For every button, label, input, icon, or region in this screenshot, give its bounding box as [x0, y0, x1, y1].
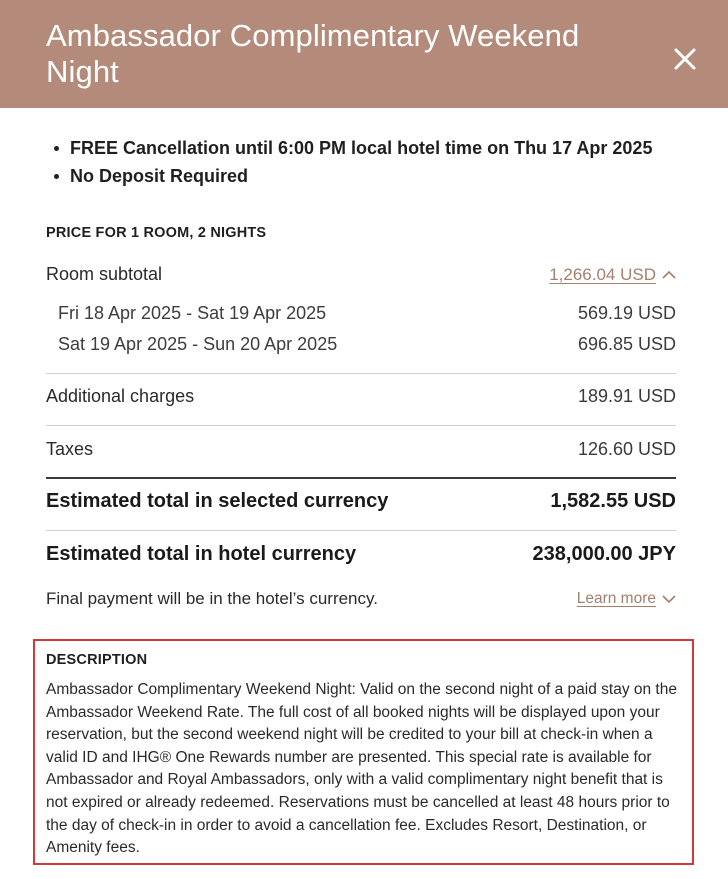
policy-list [46, 134, 686, 190]
additional-charges-label: Additional charges [46, 386, 195, 406]
night-dates: Sat 19 Apr 2025 - Sun 20 Apr 2025 [58, 334, 338, 354]
policy-item-cancellation: FREE Cancellation until 6:00 PM local hotel time on Thu 17 Apr 2025 [46, 134, 686, 162]
room-subtotal-label: Room subtotal [46, 264, 163, 284]
price-heading: PRICE FOR 1 ROOM, 2 NIGHTS [46, 225, 267, 241]
total-hotel-currency-row [46, 543, 676, 566]
night-row [58, 303, 676, 324]
night-price: 569.19 USD [577, 303, 676, 323]
night-dates: Fri 18 Apr 2025 - Sat 19 Apr 2025 [58, 303, 327, 323]
divider [46, 425, 676, 426]
payment-note: Final payment will be in the hotel’s currency. [46, 589, 378, 608]
additional-charges-value: 189.91 USD [577, 386, 676, 406]
description-text: Ambassador Complimentary Weekend Night: Valid on the second night of a paid stay on the Ambassador Weekend Rate. The full cost of all booked nights will be displayed upon your reservation, but the second weekend night will be credited to your bill at check-in when a valid ID and IHG® One Rewards number are presented. This special rate is available for Ambassador and Royal Ambassadors, only with a valid complimentary night benefit that is not expired or already redeemed. Reservations must be cancelled at least 48 hours prior to the day of check-in in order to avoid a cancellation fee. Excludes Resort, Destination, or Amenity fees. [46, 681, 677, 857]
modal-title: Ambassador Complimentary Weekend Night [46, 18, 580, 89]
total-divider [46, 477, 676, 479]
taxes-label: Taxes [46, 439, 94, 459]
close-button[interactable] [670, 44, 700, 74]
taxes-value: 126.60 USD [577, 439, 676, 459]
policy-item-deposit: No Deposit Required [46, 162, 686, 190]
learn-more-link[interactable] [577, 590, 676, 608]
chevron-down-icon [662, 594, 676, 604]
chevron-up-icon [662, 270, 676, 280]
room-subtotal-toggle[interactable] [549, 265, 676, 285]
total-hotel-currency-value: 238,000.00 JPY [532, 543, 676, 565]
night-row [58, 334, 676, 355]
room-subtotal-row [46, 264, 676, 285]
divider [46, 530, 676, 531]
total-selected-currency-label: Estimated total in selected currency [46, 490, 389, 512]
total-selected-currency-row [46, 490, 676, 513]
close-icon [670, 44, 700, 74]
description-title: DESCRIPTION [46, 652, 148, 668]
total-selected-currency-value: 1,582.55 USD [550, 490, 676, 512]
taxes-row [46, 439, 676, 460]
description-box [33, 639, 694, 865]
divider [46, 373, 676, 374]
total-hotel-currency-label: Estimated total in hotel currency [46, 543, 357, 565]
room-subtotal-value: 1,266.04 USD [549, 264, 656, 284]
additional-charges-row [46, 386, 676, 407]
night-price: 696.85 USD [577, 334, 676, 354]
learn-more-label: Learn more [576, 590, 656, 607]
modal-header [0, 0, 728, 108]
payment-note-row [46, 589, 676, 609]
